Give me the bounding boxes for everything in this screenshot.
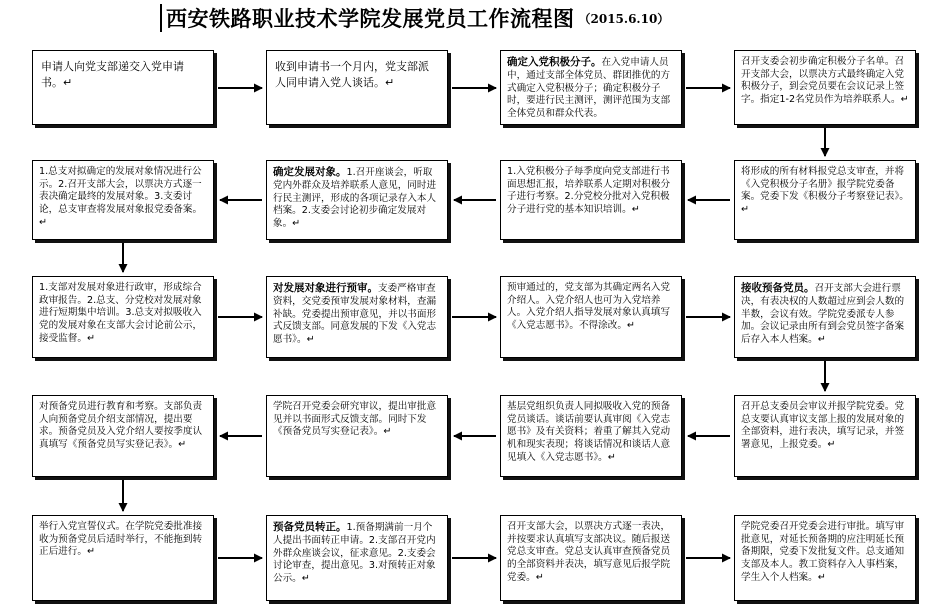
step-19-box <box>500 515 682 601</box>
step-10-box <box>266 276 448 358</box>
step-6-lead: 确定发展对象。 <box>273 166 347 178</box>
step-16-box <box>734 395 916 477</box>
step-1-box <box>32 50 214 125</box>
step-7-text: 1.入党积极分子每季度向党支部进行书面思想汇报，培养联系人定期对积极分子进行考察。2.分党校分批对入党积极分子进行党的基本知识培训。↵ <box>507 166 671 215</box>
step-16-text: 召开总支委员会审议并报学院党委。党总支要认真审议支部上报的发展对象的全部资料，进行表决，填写记录，并签署意见，上报党委。↵ <box>741 401 905 450</box>
step-3-box <box>500 50 682 125</box>
step-5-box <box>32 160 214 240</box>
step-18-text: 1.预备期满前一月个人提出书面转正申请。2.支部召开党内外群众座谈会议，征求意见。2.支委会讨论审查，提出意见。3.对预转正对象公示。↵ <box>273 522 436 584</box>
title-area <box>160 4 669 32</box>
step-3-lead: 确定入党积极分子。 <box>507 56 602 68</box>
step-9-text: 1.支部对发展对象进行政审，形成综合政审报告。2.总支、分党校对发展对象进行短期集中培训。3.总支对拟吸收入党的发展对象在支部大会讨论前公示，接受监督。↵ <box>39 282 203 344</box>
step-14-text: 学院召开党委会研究审议，提出审批意见并以书面形式反馈支部。同时下发《预备党员写实登记表》。↵ <box>273 401 437 438</box>
step-10-lead: 对发展对象进行预审。 <box>273 282 378 294</box>
step-15-text: 基层党组织负责人同拟吸收入党的预备党员谈话。谈话前要认真审阅《入党志愿书》及有关资料；着重了解其入党动机和现实表现；将谈话情况和谈话人意见填入《入党志愿书》。↵ <box>507 401 671 463</box>
step-7-box <box>500 160 682 240</box>
step-10-text: 支委严格审查资料，交党委预审发展对象材料，查漏补缺。党委提出预审意见，并以书面形式反馈支部。同意发展的下发《入党志愿书》。↵ <box>273 283 437 345</box>
step-8-box <box>734 160 916 240</box>
step-8-text: 将形成的所有材料报党总支审查，并将《入党积极分子名册》报学院党委备案。党委下发《积极分子考察登记表》。↵ <box>741 166 909 215</box>
step-17-box <box>32 515 214 601</box>
step-4-text: 召开支委会初步确定积极分子名单。召开支部大会，以票决方式最终确定入党积极分子，到会党员要在会议记录上签字。指定1-2名党员作为培养联系人。↵ <box>741 56 909 105</box>
step-2-box <box>266 50 448 125</box>
step-12-lead: 接收预备党员。 <box>741 282 815 294</box>
step-2-text: 收到申请书一个月内，党支部派人同申请入党人谈话。↵ <box>275 60 429 89</box>
step-18-box <box>266 515 448 601</box>
step-20-box <box>734 515 916 601</box>
step-9-box <box>32 276 214 358</box>
step-11-text: 预审通过的，党支部为其确定两名入党介绍人。入党介绍人也可为入党培养人。入党介绍人指导发展对象认真填写《入党志愿书》。不得涂改。↵ <box>507 282 671 331</box>
page-date: （2015.6.10） <box>578 11 670 26</box>
step-6-box <box>266 160 448 240</box>
page-title: 西安铁路职业技术学院发展党员工作流程图 <box>166 6 575 31</box>
step-3-text: 在入党申请人员中，通过支部全体党员、群团推优的方式确定入党积极分子；确定积极分子时，要进行民主测评，测评范围为支部全体党员和群众代表。 <box>507 57 671 119</box>
step-19-text: 召开支部大会，以票决方式逐一表决，并按要求认真填写支部决议。随后报送党总支审查。党总支认真审查预备党员的全部资料并表决，填写意见后报学院党委。↵ <box>507 521 671 583</box>
title-divider <box>160 4 162 32</box>
step-11-box <box>500 276 682 358</box>
step-1-text: 申请人向党支部递交入党申请书。↵ <box>41 60 184 89</box>
step-5-text: 1.总支对拟确定的发展对象情况进行公示。2.召开支部大会，以票决方式逐一表决确定最终的发展对象。3.支委讨论，总支审查将发展对象报党委备案。↵ <box>39 166 203 228</box>
step-12-text: 召开支部大会进行票决，有表决权的人数超过应到会人数的半数，会议有效。学院党委派专人参加。会议记录由所有到会党员签字备案后存入本人档案。↵ <box>741 283 905 345</box>
step-14-box <box>266 395 448 477</box>
step-13-box <box>32 395 214 477</box>
step-6-text: 1.召开座谈会，听取党内外群众及培养联系人意见，同时进行民主测评，形成的各项记录存入本人档案。2.支委会讨论初步确定发展对象。↵ <box>273 167 437 229</box>
step-17-text: 举行入党宣誓仪式。在学院党委批准接收为预备党员后适时举行，不能拖到转正后进行。↵ <box>39 521 203 558</box>
step-20-text: 学院党委召开党委会进行审批。填写审批意见，对延长预备期的应注明延长预备期限，党委下发批复文件。总支通知支部及本人。教工资料存入人事档案，学生入个人档案。↵ <box>741 521 905 583</box>
step-4-box <box>734 50 916 125</box>
step-12-box <box>734 276 916 358</box>
step-18-lead: 预备党员转正。 <box>273 521 347 533</box>
step-15-box <box>500 395 682 477</box>
step-13-text: 对预备党员进行教育和考察。支部负责人向预备党员介绍支部情况，提出要求。预备党员及入党介绍人要按季度认真填写《预备党员写实登记表》。↵ <box>39 401 203 450</box>
